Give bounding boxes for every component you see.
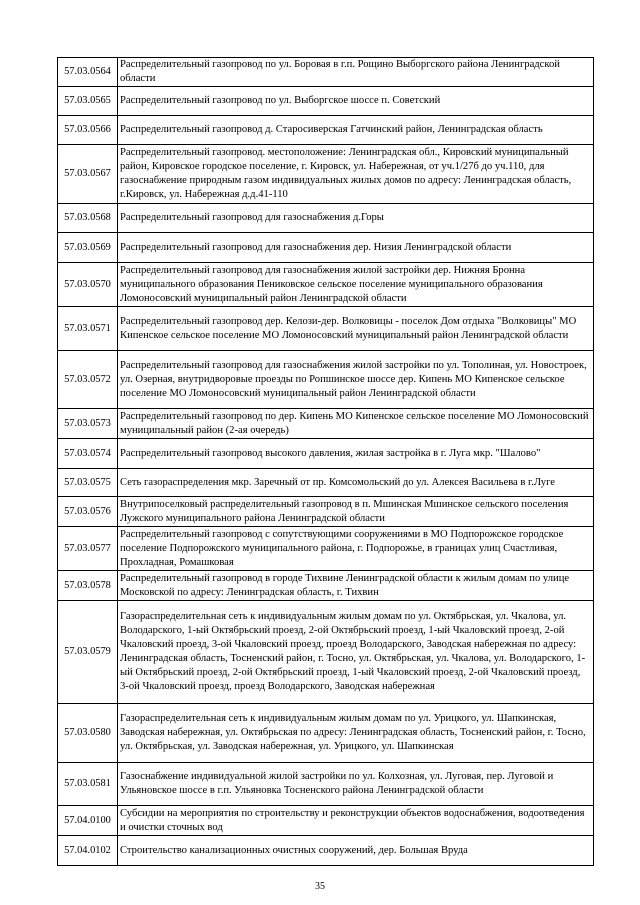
table-row bbox=[58, 233, 594, 263]
table-row bbox=[58, 145, 594, 204]
row-description: Распределительный газопровод в городе Тихвине Ленинградской области к жилым домам по улице Московской по адресу: Ленинградская область, г. Тихвин bbox=[118, 571, 594, 601]
row-code: 57.03.0570 bbox=[58, 263, 118, 307]
row-code: 57.03.0576 bbox=[58, 497, 118, 527]
row-code: 57.03.0568 bbox=[58, 204, 118, 233]
table-row bbox=[58, 601, 594, 704]
row-code: 57.03.0573 bbox=[58, 409, 118, 439]
table-row bbox=[58, 836, 594, 866]
table-row bbox=[58, 116, 594, 145]
row-code: 57.03.0571 bbox=[58, 307, 118, 351]
row-code: 57.03.0565 bbox=[58, 87, 118, 116]
table-row bbox=[58, 704, 594, 763]
row-code: 57.04.0100 bbox=[58, 806, 118, 836]
page-number: 35 bbox=[315, 881, 325, 892]
table-row bbox=[58, 571, 594, 601]
table-row bbox=[58, 263, 594, 307]
row-description: Распределительный газопровод по ул. Выборгское шоссе п. Советский bbox=[118, 87, 594, 116]
row-description: Распределительный газопровод для газоснабжения д.Горы bbox=[118, 204, 594, 233]
row-description: Субсидии на мероприятия по строительству и реконструкции объектов водоснабжения, водоотведения и очистки сточных вод bbox=[118, 806, 594, 836]
row-code: 57.03.0579 bbox=[58, 601, 118, 704]
row-description: Газораспределительная сеть к индивидуальным жилым домам по ул. Урицкого, ул. Шапкинская, Заводская набережная, ул. Октябрьская по адресу: Ленинградская область, Тосненский район, г. Тосно, ул. Октябрьская, ул. Заводская набережная, ул. Урицкого, ул. Шапкинская bbox=[118, 704, 594, 763]
table-row bbox=[58, 439, 594, 469]
row-description: Распределительный газопровод по дер. Кипень МО Кипенское сельское поселение МО Ломоносовский муниципальный район (2-ая очередь) bbox=[118, 409, 594, 439]
row-code: 57.04.0102 bbox=[58, 836, 118, 866]
table-row bbox=[58, 806, 594, 836]
row-description: Газораспределительная сеть к индивидуальным жилым домам по ул. Октябрьская, ул. Чкалова, ул. Володарского, 1-ый Октябрьский проезд, 2-ой Октябрьский проезд, 1-ый Чкаловский проезд, 2-ой Чкаловский проезд, 3-ой Чкаловский проезд, проезд Володарского, Заводская набережная по адресу: Ленинградская область, Тосненский район, г. Тосно, ул. Октябрьская, ул. Чкалова, ул. Володарского, 1-ый Октябрьский проезд, 2-ой Октябрьский проезд, 1-ый Чкаловский проезд, 2-ой Чкаловский проезд, 3-ой Чкаловский проезд, проезд Володарского, Заводская набережная bbox=[118, 601, 594, 704]
row-code: 57.03.0567 bbox=[58, 145, 118, 204]
row-code: 57.03.0566 bbox=[58, 116, 118, 145]
table-row bbox=[58, 351, 594, 409]
row-description: Распределительный газопровод для газоснабжения жилой застройки по ул. Тополиная, ул. Новостроек, ул. Озерная, внутридворовые проезды по Ропшинское шоссе дер. Кипень МО Кипенское сельское поселение МО Ломоносовский муниципальный район Ленинградской области bbox=[118, 351, 594, 409]
row-code: 57.03.0580 bbox=[58, 704, 118, 763]
row-code: 57.03.0572 bbox=[58, 351, 118, 409]
table-row bbox=[58, 527, 594, 571]
row-code: 57.03.0581 bbox=[58, 763, 118, 806]
table-row bbox=[58, 204, 594, 233]
row-description: Распределительный газопровод для газоснабжения дер. Низия Ленинградской области bbox=[118, 233, 594, 263]
registry-table bbox=[57, 57, 594, 866]
row-code: 57.03.0575 bbox=[58, 469, 118, 497]
table-row bbox=[58, 409, 594, 439]
row-code: 57.03.0569 bbox=[58, 233, 118, 263]
row-description: Распределительный газопровод дер. Келози-дер. Волковицы - поселок Дом отдыха "Волковицы" МО Кипенское сельское поселение МО Ломоносовский муниципальный район Ленинградской области bbox=[118, 307, 594, 351]
table-row bbox=[58, 763, 594, 806]
table-row bbox=[58, 307, 594, 351]
row-description: Газоснабжение индивидуальной жилой застройки по ул. Колхозная, ул. Луговая, пер. Луговой и Ульяновское шоссе в г.п. Ульяновка Тосненского района Ленинградской области bbox=[118, 763, 594, 806]
row-description: Распределительный газопровод д. Старосиверская Гатчинский район, Ленинградская область bbox=[118, 116, 594, 145]
row-description: Сеть газораспределения мкр. Заречный от пр. Комсомольский до ул. Алексея Васильева в г.Луге bbox=[118, 469, 594, 497]
row-description: Распределительный газопровод. местоположение: Ленинградская обл., Кировский муниципальный район, Кировское городское поселение, г. Кировск, ул. Набережная, от уч.1/27б до уч.110, для газоснабжение природным газом индивидуальных жилых домов по адресу: Ленинградская область, г.Кировск, ул. Набережная д.д.41-110 bbox=[118, 145, 594, 204]
row-code: 57.03.0574 bbox=[58, 439, 118, 469]
table-row bbox=[58, 58, 594, 87]
row-description: Распределительный газопровод с сопутствующими сооружениями в МО Подпорожское городское поселение Подпорожского муниципального района, г. Подпорожье, в границах улиц Счастливая, Прохладная, Ромашковая bbox=[118, 527, 594, 571]
row-description: Распределительный газопровод высокого давления, жилая застройка в г. Луга мкр. "Шалово" bbox=[118, 439, 594, 469]
row-code: 57.03.0564 bbox=[58, 58, 118, 87]
row-description: Распределительный газопровод по ул. Боровая в г.п. Рощино Выборгского района Ленинградской области bbox=[118, 58, 594, 87]
row-code: 57.03.0578 bbox=[58, 571, 118, 601]
table-row bbox=[58, 87, 594, 116]
table-row bbox=[58, 469, 594, 497]
row-description: Распределительный газопровод для газоснабжения жилой застройки дер. Нижняя Бронна муниципального образования Пениковское сельское поселение муниципального образования Ломоносовский муниципальный район Ленинградской области bbox=[118, 263, 594, 307]
row-description: Строительство канализационных очистных сооружений, дер. Большая Вруда bbox=[118, 836, 594, 866]
row-code: 57.03.0577 bbox=[58, 527, 118, 571]
table-row bbox=[58, 497, 594, 527]
row-description: Внутрипоселковый распределительный газопровод в п. Мшинская Мшинское сельского поселения Лужского муниципального района Ленинградской области bbox=[118, 497, 594, 527]
